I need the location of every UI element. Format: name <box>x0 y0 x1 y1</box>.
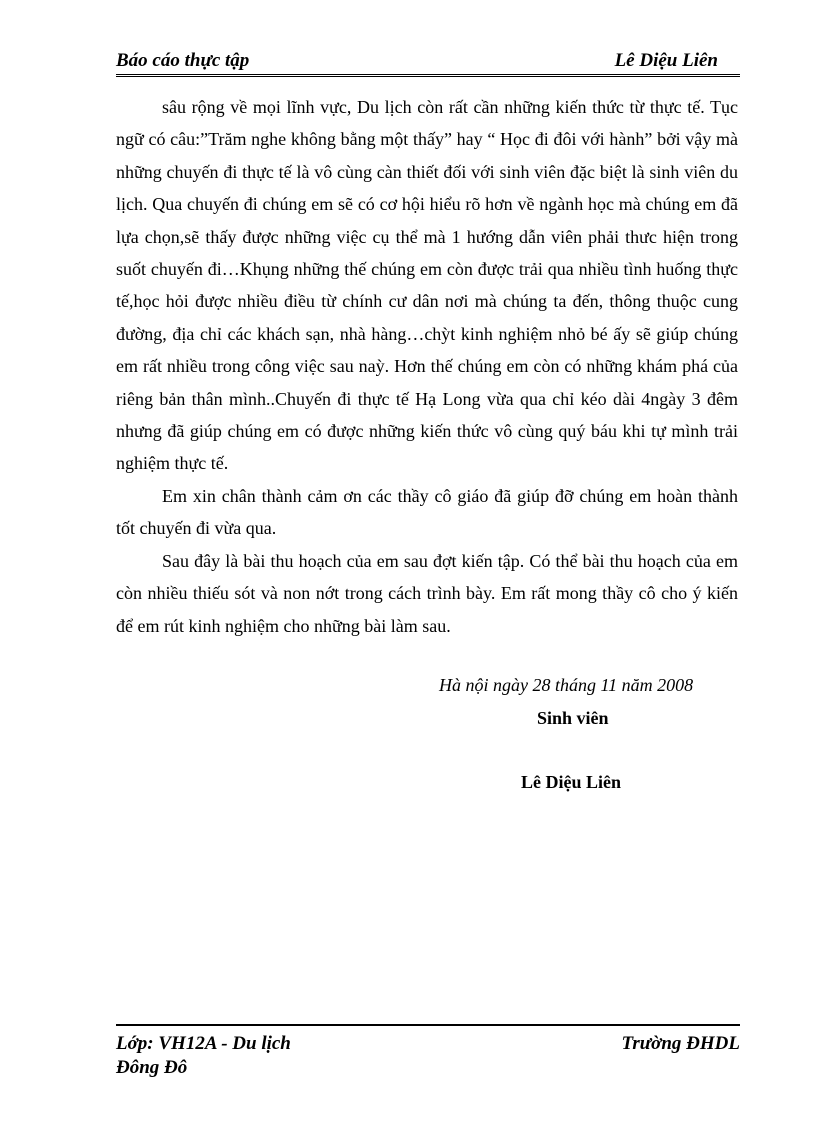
header-title: Báo cáo thực tập <box>116 50 250 71</box>
signature-date: Hà nội ngày 28 tháng 11 năm 2008 <box>439 675 694 695</box>
footer-school: Trường ĐHDL <box>621 1033 740 1054</box>
footer-class-line2: Đông Đô <box>116 1057 188 1078</box>
paragraph-thanks: Em xin chân thành cảm ơn các thầy cô giáo đã giúp đỡ chúng em hoàn thành tốt chuyến đi vừa qua. <box>116 485 738 539</box>
signature-name: Lê Diệu Liên <box>521 772 622 792</box>
paragraph-closing: Sau đây là bài thu hoạch của em sau đợt kiến tập. Có thể bài thu hoạch của em còn nhiều thiếu sót và non nớt trong cách trình bày. Em rất mong thầy cô cho ý kiến để em rút kinh nghiệm cho những bài làm sau. <box>116 550 738 636</box>
footer-class <box>116 1032 291 1080</box>
paragraph-main: sâu rộng về mọi lĩnh vực, Du lịch còn rất cần những kiến thức từ thực tế. Tục ngữ có câu:”Trăm nghe không bằng một thấy” hay “ Học đi đôi với hành” bởi vậy mà những chuyến đi thực tế là vô cùng càn thiết đối với sinh viên đặc biệt là sinh viên du lịch. Qua chuyến đi chúng em sẽ có cơ hội hiểu rõ hơn về ngành học mà chúng em đã lựa chọn,sẽ thấy được những việc cụ thể mà 1 hướng dẫn viên phải thưc hiện trong suốt chuyến đi…Khụng những thế chúng em còn được trải qua nhiều tình huống thực tế,học hỏi được nhiều điều từ chính cư dân nơi mà chúng ta đến, thông thuộc cung đường, địa chỉ các khách sạn, nhà hàng…chỳt kinh nghiệm nhỏ bé ấy sẽ giúp chúng em rất nhiều trong công việc sau naỳ. Hơn thế chúng em còn có những khám phá của riêng bản thân mình..Chuyến đi thực tế Hạ Long vừa qua chỉ kéo dài 4ngày 3 đêm nhưng đã giúp chúng em có được những kiến thức vô cùng quý báu khi tự mình trải nghiệm thực tế. <box>116 97 738 474</box>
page-header <box>116 48 740 77</box>
header-author: Lê Diệu Liên <box>614 50 718 71</box>
footer-class-line1: Lớp: VH12A - Du lịch <box>116 1033 291 1054</box>
document-body <box>116 91 738 642</box>
signature-role: Sinh viên <box>537 708 609 728</box>
page-footer <box>116 1024 740 1078</box>
